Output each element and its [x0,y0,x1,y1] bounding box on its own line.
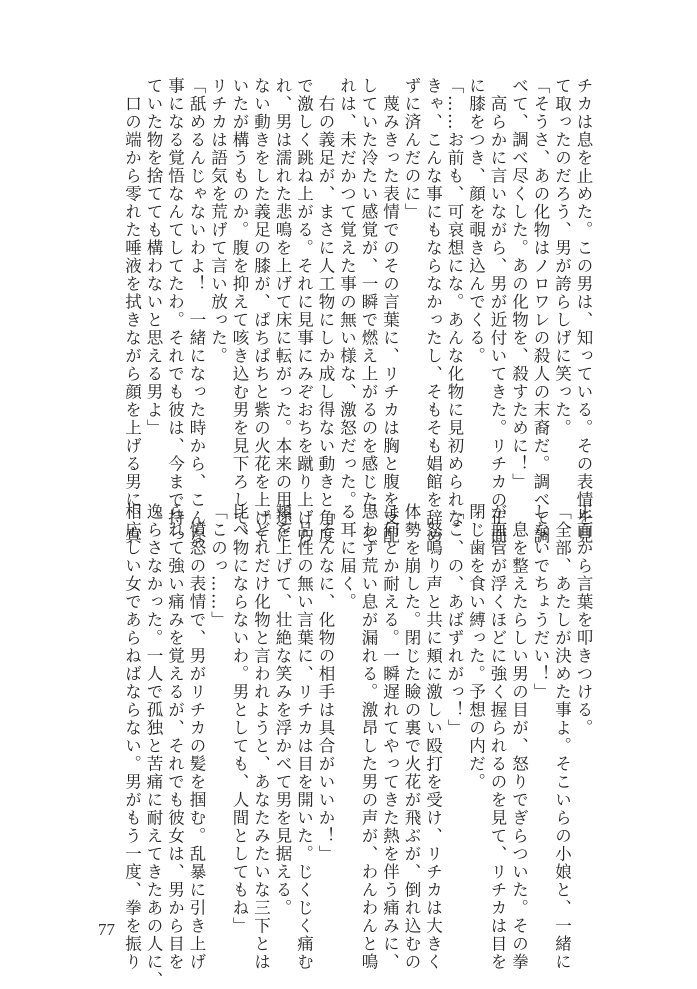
text-line: 「どれだけ化物と言われようと、あなたみたいな三下とは [251,503,271,971]
text-line: チカは息を止めた。この男は、知っている。その表情を見 [574,77,593,545]
text-line: ずに済んだのに」 [402,77,421,221]
text-line: 品性の無い言葉に、リチカは目を開いた。じくじく痛む [294,503,314,971]
text-line: れは、未だかつて覚えた事の無い様な、激怒だった。 [337,77,357,509]
text-line: きゃ、こんな事にもならなかったし、そもそも娼館を辞め [423,77,443,545]
text-line: べて、調べ尽くした。あの化物を、殺すために！」 [509,77,529,491]
text-line: 「こ、の、あばずれがっ！」 [445,503,464,737]
text-block-bottom [121,503,594,989]
text-line: 高らかに言いながら、男が近付いてきた。リチカの正面 [488,77,507,545]
text-line: ない動きをした義足の膝が、ぱちぱちと紫の火花を上げて [251,77,271,545]
text-line: いたが構うものか。腹を抑えて咳き込む男を見下ろして、 [230,77,249,545]
text-line: 「そうさ、あの化物はノロワレの殺人の末裔だ。調べて調 [531,77,550,545]
text-line: しないでちょうだい！」 [531,503,550,701]
text-line: 怒鳴り声と共に頬に激しい殴打を受け、リチカは大きく [423,503,443,971]
text-line: 比べ物にならないわ。男としても、人間としてもね」 [230,503,249,935]
text-line: て取ったのだろう、男が誇らしげに笑った。 [552,77,572,437]
text-line: 息を整えたらしい男の目が、怒りでぎらついた。その拳 [509,503,529,971]
text-line: 事になる覚悟なんてしてたわ。それでも彼は、今まで持っ [165,77,185,545]
text-line: ていた物を捨てても構わないと思える男よ」 [144,77,163,437]
text-line: 「全部、あたしが決めた事よ。そこいらの小娘と、一緒に [552,503,572,971]
text-line: が血管が浮くほどに強く握られるのを見て、リチカは目を [488,503,507,971]
text-line: られて強い痛みを覚えるが、それでも彼女は、男から目を [165,503,185,971]
text-block-top [121,77,594,545]
text-line: に膝をつき、顔を覗き込んでくる。 [466,77,486,365]
text-line: る耳に届く。 [337,503,357,611]
text-line: 体勢を崩した。閉じた瞼の裏で火花が飛ぶが、倒れ込むの [402,503,421,971]
text-line: 「このっ……」 [208,503,228,629]
text-line: 右の義足が、まさに人工物にしか成し得ない動きと角度 [316,77,335,545]
text-line: 頬を上げて、壮絶な笑みを浮かべて男を見据える。 [273,503,292,917]
text-line: していた冷たい感覚が、一瞬で燃え上がるのを感じた。そ [359,77,378,545]
text-line: 閉じ歯を食い縛った。予想の内だ。 [466,503,486,791]
page-number: 77 [98,920,115,939]
text-line: 口の端から零れた唾液を拭きながら顔を上げる男に、真 [122,77,142,545]
text-line: リチカは語気を荒げて言い放った。 [208,77,228,365]
text-line: 「……お前も、可哀想にな。あんな化物に見初められな [445,77,464,527]
text-line: は何とか耐える。一瞬遅れてやってきた熱を伴う痛みに、 [380,503,400,971]
text-line: で激しく跳ね上がる。それに見事にみぞおちを蹴り上げら [294,77,314,545]
text-line: 「そんなに、化物の相手は具合がいいか！」 [316,503,335,863]
text-line: 「舐めるんじゃないわよ！ 一緒になった時から、こんな [187,77,206,545]
text-line: 相応しい女であらねばならない。男がもう一度、拳を振り [122,503,142,971]
text-line: 思わず荒い息が漏れる。激昂した男の声が、わんわんと鳴 [359,503,378,971]
text-line: れ、男は濡れた悲鳴を上げて床に転がった。本来の用途に [273,77,292,545]
text-line: 逸らさなかった。一人で孤独と苦痛に耐えてきたあの人に、 [144,503,163,989]
text-line: 憤怒の表情で、男がリチカの髪を掴む。乱暴に引き上げ [187,503,206,971]
text-line: 正面から言葉を叩きつける。 [574,503,593,737]
text-line: 蔑みきった表情でのその言葉に、リチカは胸と腹を支配 [380,77,400,545]
